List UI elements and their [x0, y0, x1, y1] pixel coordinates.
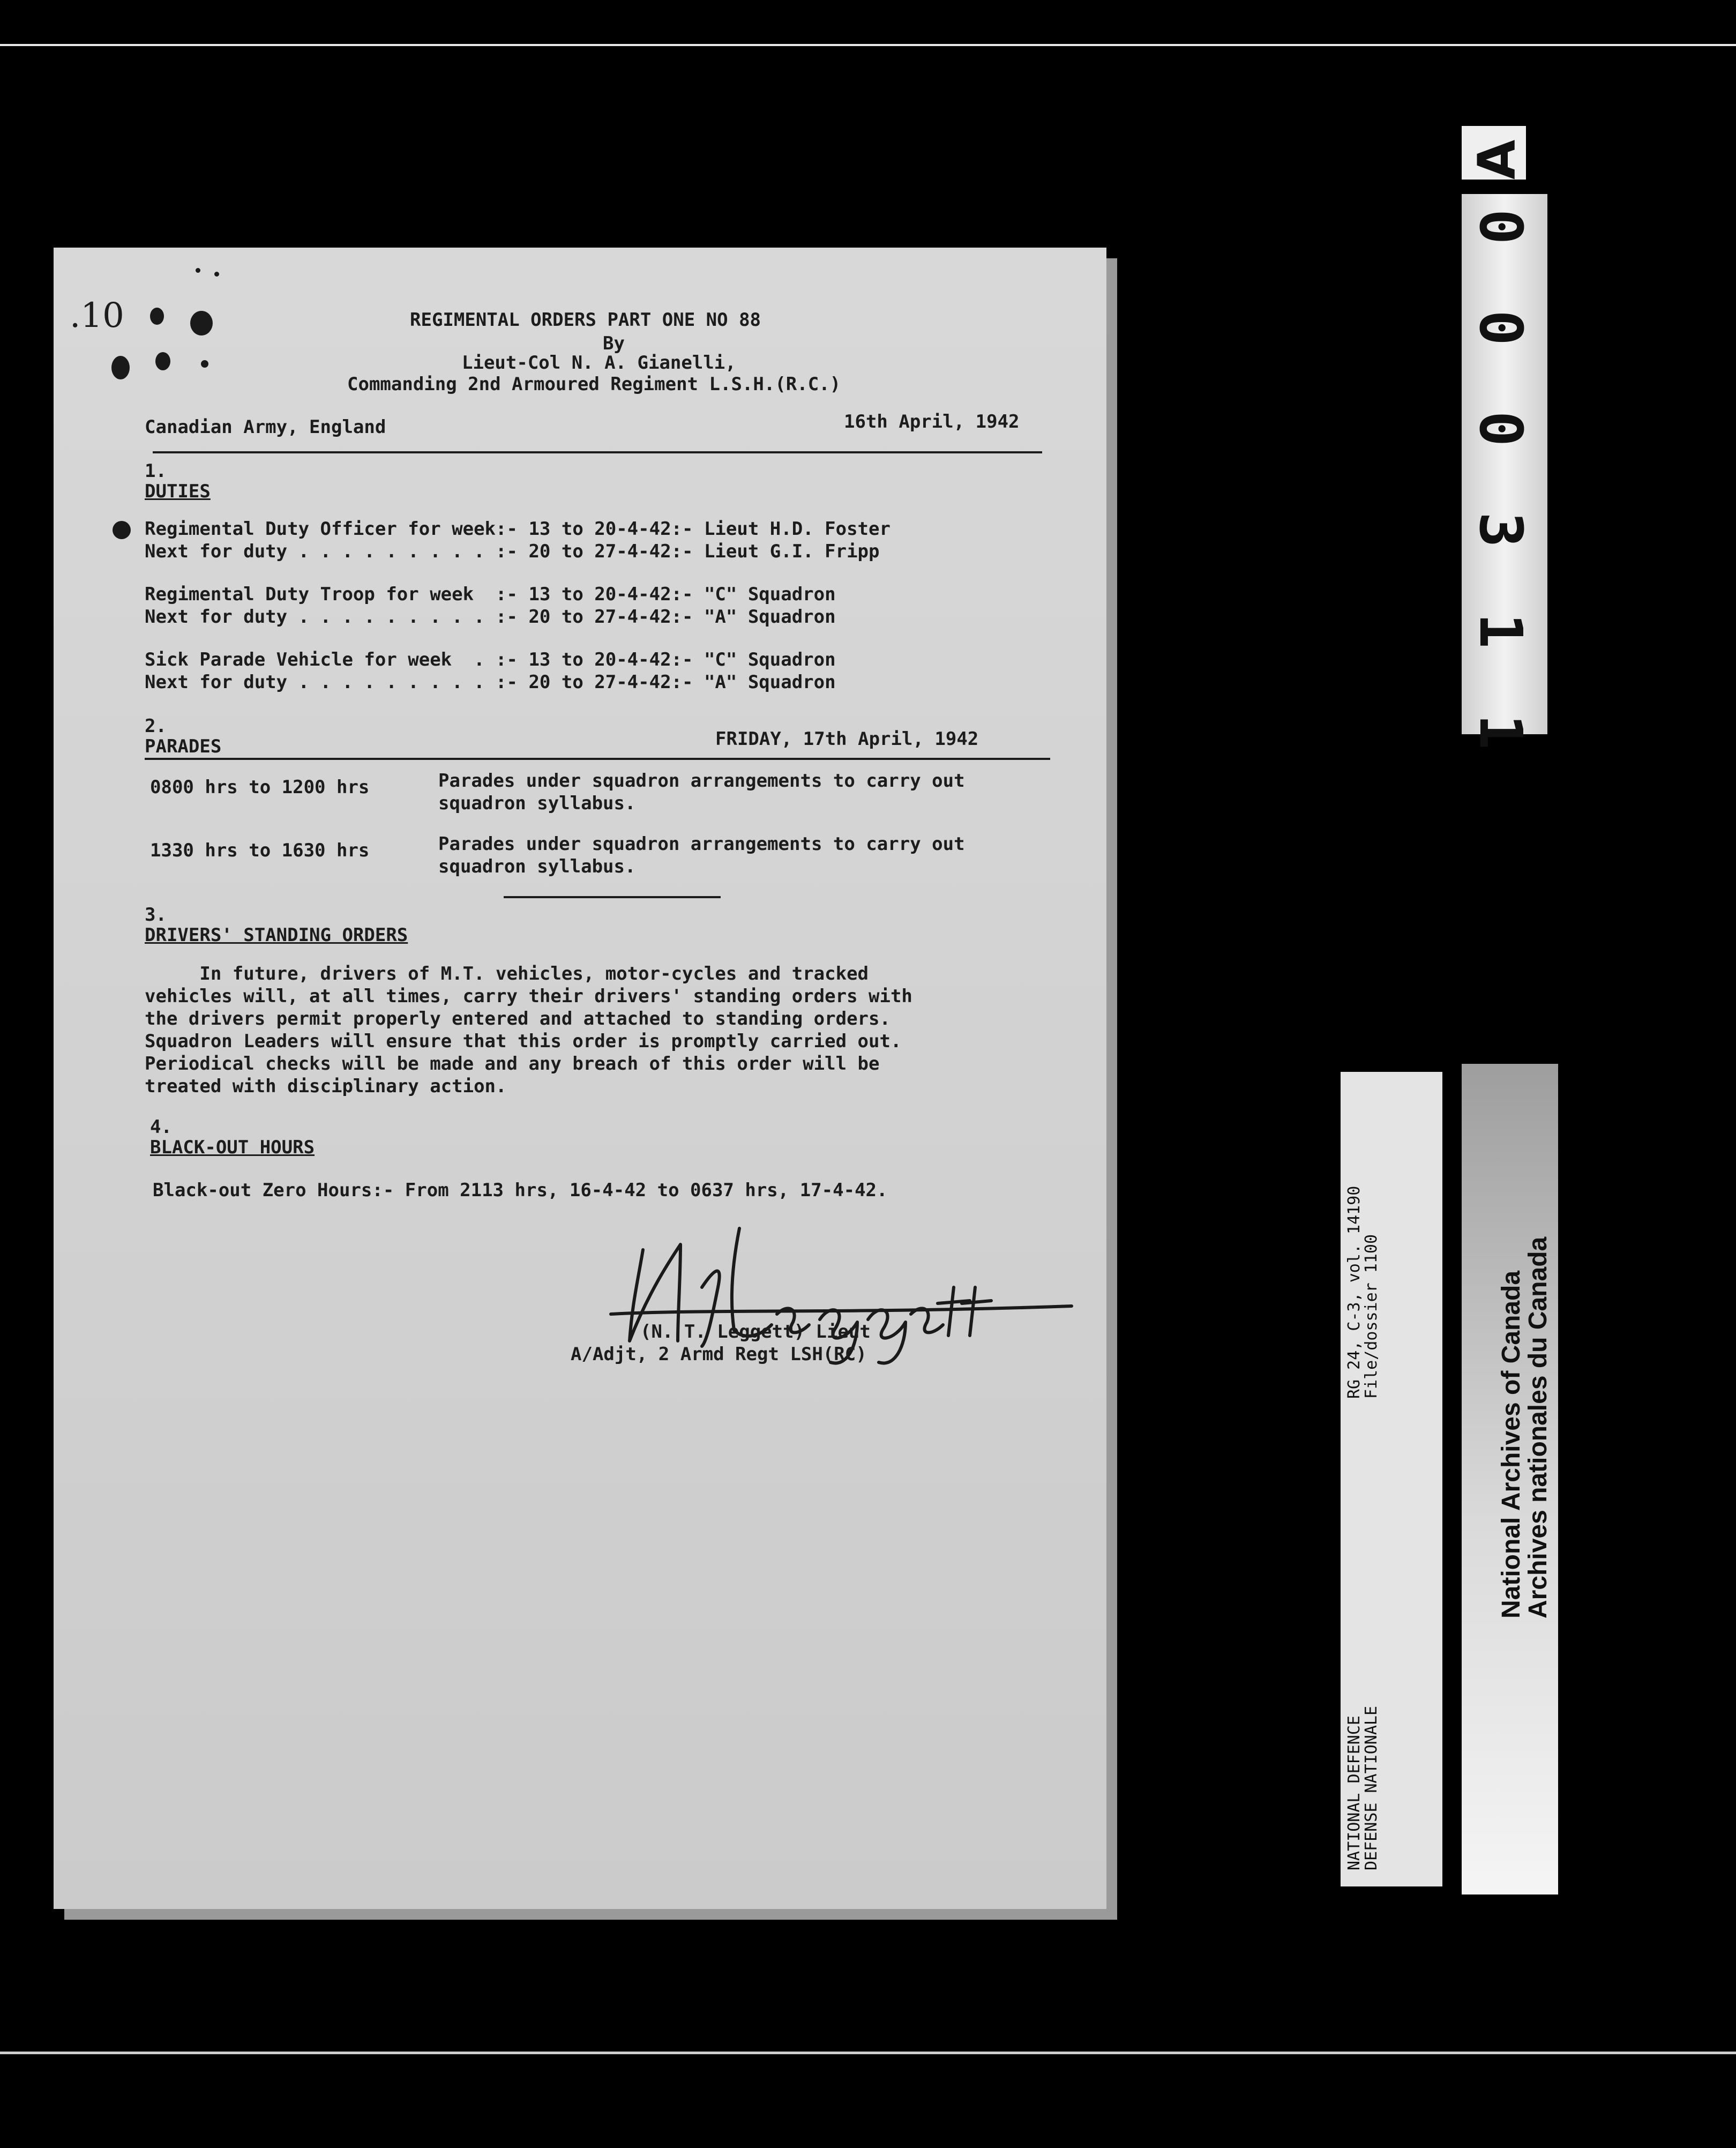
- orders-by-line: By: [603, 333, 625, 354]
- parade-description: squadron syllabus.: [438, 793, 636, 814]
- section-number: 1.: [145, 460, 167, 482]
- signatory-name: (N. T. Leggett) Lieut: [640, 1321, 871, 1342]
- punch-hole-mark: [190, 311, 213, 335]
- punch-hole-mark: [155, 352, 170, 370]
- punch-hole-mark: [214, 272, 219, 277]
- separator-rule: [504, 896, 721, 898]
- bullet-mark: [113, 521, 131, 539]
- regiment-line: Commanding 2nd Armoured Regiment L.S.H.(R.C.): [347, 374, 841, 395]
- section-number: 4.: [150, 1116, 172, 1138]
- parade-time: 1330 hrs to 1630 hrs: [150, 840, 370, 861]
- section-heading: PARADES: [145, 736, 222, 757]
- department-line: DEFENSE NATIONALE: [1362, 1705, 1381, 1870]
- duty-line: Regimental Duty Officer for week:- 13 to 20-4-42:- Lieut H.D. Foster: [145, 518, 891, 540]
- punch-hole-mark: [196, 268, 200, 273]
- department-line: NATIONAL DEFENCE: [1345, 1716, 1364, 1870]
- duty-line: Regimental Duty Troop for week :- 13 to 20-4-42:- "C" Squadron: [145, 584, 836, 605]
- duty-line: Next for duty . . . . . . . . . :- 20 to 27-4-42:- "A" Squadron: [145, 606, 836, 628]
- order-text-line: Periodical checks will be made and any breach of this order will be: [145, 1053, 880, 1075]
- blackout-hours-line: Black-out Zero Hours:- From 2113 hrs, 16-4-42 to 0637 hrs, 17-4-42.: [153, 1180, 888, 1201]
- parade-description: Parades under squadron arrangements to carry out: [438, 770, 965, 792]
- archive-reference-card: [1341, 1072, 1442, 1886]
- commanding-officer: Lieut-Col N. A. Gianelli,: [462, 352, 736, 374]
- parade-description: squadron syllabus.: [438, 856, 636, 877]
- punch-hole-mark: [201, 360, 208, 368]
- order-text-line: the drivers permit properly entered and attached to standing orders.: [145, 1008, 891, 1030]
- parade-time: 0800 hrs to 1200 hrs: [150, 777, 370, 798]
- frame-number: 0 0 0 3 1 1: [1466, 209, 1535, 765]
- section-heading: DUTIES: [145, 481, 211, 502]
- orders-title: REGIMENTAL ORDERS PART ONE NO 88: [410, 309, 761, 331]
- parade-description: Parades under squadron arrangements to carry out: [438, 833, 965, 855]
- reference-line: File/dossier 1100: [1362, 1234, 1381, 1399]
- order-text-line: Squadron Leaders will ensure that this order is promptly carried out.: [145, 1031, 902, 1052]
- archives-name: National Archives of Canada: [1497, 1270, 1525, 1619]
- section-number: 3.: [145, 904, 167, 926]
- order-text-line: treated with disciplinary action.: [145, 1076, 507, 1097]
- film-frame-edge-top: [0, 44, 1736, 46]
- parades-rule: [145, 758, 1050, 760]
- punch-hole-mark: [111, 356, 130, 379]
- section-number: 2.: [145, 715, 167, 737]
- duty-line: Sick Parade Vehicle for week . :- 13 to 20-4-42:- "C" Squadron: [145, 649, 836, 670]
- issue-date: 16th April, 1942: [844, 411, 1020, 432]
- archives-name: Archives nationales du Canada: [1524, 1236, 1552, 1619]
- margin-note: .10: [70, 296, 124, 335]
- order-text-line: vehicles will, at all times, carry their drivers' standing orders with: [145, 986, 912, 1007]
- punch-hole-mark: [150, 308, 164, 325]
- document-page: [54, 248, 1106, 1909]
- section-heading: DRIVERS' STANDING ORDERS: [145, 924, 408, 946]
- duty-line: Next for duty . . . . . . . . . :- 20 to 27-4-42:- "A" Squadron: [145, 672, 836, 693]
- national-archives-card: [1462, 1064, 1558, 1895]
- location: Canadian Army, England: [145, 416, 386, 438]
- reference-line: RG 24, C-3, vol. 14190: [1345, 1185, 1364, 1399]
- parades-date: FRIDAY, 17th April, 1942: [715, 728, 979, 750]
- duty-line: Next for duty . . . . . . . . . :- 20 to 27-4-42:- Lieut G.I. Fripp: [145, 541, 880, 562]
- order-text-line: In future, drivers of M.T. vehicles, motor-cycles and tracked: [145, 963, 869, 984]
- film-frame-edge-bottom: [0, 2052, 1736, 2054]
- signatory-title: A/Adjt, 2 Armd Regt LSH(RC): [571, 1344, 867, 1365]
- frame-letter: A: [1467, 139, 1527, 180]
- header-rule: [153, 451, 1042, 453]
- section-heading: BLACK-OUT HOURS: [150, 1137, 315, 1158]
